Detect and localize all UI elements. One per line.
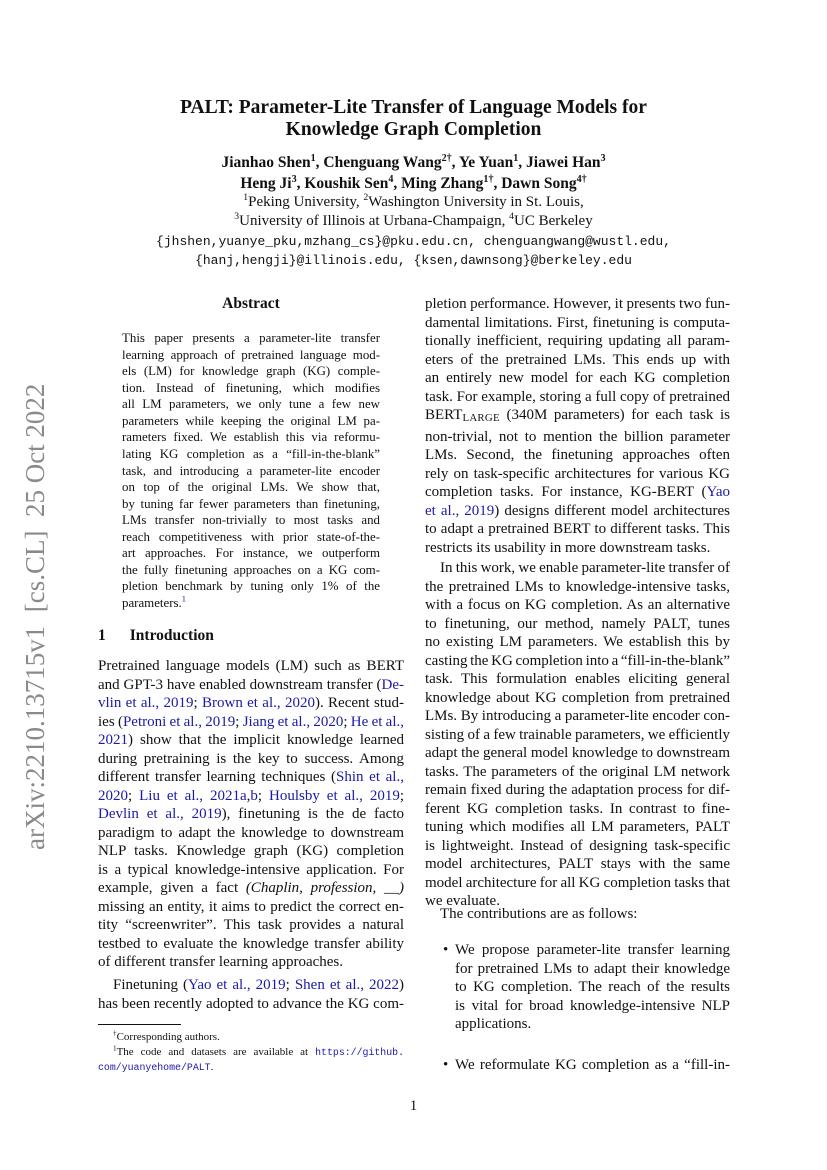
text-segment: Jianhao Shen — [221, 154, 311, 171]
page-number: 1 — [409, 1098, 418, 1114]
text-line — [98, 713, 404, 732]
text-line — [425, 406, 730, 428]
text-line: no existing LM parameters. We establish this by — [425, 634, 730, 650]
text-line: tuning which modifies all LM parameters, PALT — [425, 819, 730, 835]
text-segment: , Chenguang Wang — [315, 154, 442, 171]
text-line — [98, 1030, 404, 1044]
text-line — [425, 483, 730, 502]
text-line: tity “screenwriter”. This task provides a natural — [98, 917, 404, 933]
text-line: els (LM) for knowledge graph (KG) comple- — [122, 364, 380, 379]
footnote-corresponding — [98, 1030, 404, 1044]
text-segment: Peking University, — [248, 194, 364, 210]
text-segment: ; — [257, 787, 269, 804]
text-line: during pretraining is the key to success. Among — [98, 750, 404, 767]
citation-link[interactable]: et al., 2019 — [425, 502, 495, 519]
citation-link[interactable]: Devlin et al., 2019 — [98, 806, 222, 822]
section-heading-introduction — [98, 627, 214, 645]
text-line: LMs. Second, the finetuning approaches often — [425, 447, 730, 463]
text-segment: completion tasks. For instance, KG-BERT ( — [425, 484, 707, 500]
text-segment: , — [246, 787, 251, 804]
text-segment: ; — [193, 695, 202, 711]
text-line: to KG completion. The reach of the results — [455, 979, 730, 995]
text-line — [98, 787, 404, 806]
text-line: has been recently adopted to advance the KG com- — [98, 995, 404, 1012]
bullet-icon: • — [443, 1057, 449, 1073]
text-line — [98, 676, 404, 695]
text-line: of different transfer learning approaches. — [98, 954, 344, 970]
text-line: pletion benchmark by tuning only 1% of the — [122, 579, 380, 594]
superscript[interactable]: 1 — [181, 594, 186, 604]
email-line: {hanj,hengji}@illinois.edu, {ksen,dawnsong}@berkeley.edu — [195, 253, 632, 268]
text-line: lating KG completion as a “fill-in-the-blank” — [122, 446, 380, 461]
affiliation-line — [0, 193, 827, 212]
text-line: applications. — [455, 1016, 532, 1032]
text-line: pletion performance. However, it presents two fun- — [425, 296, 731, 312]
text-segment: Heng Ji — [240, 175, 292, 192]
text-line: We reformulate KG completion as a “fill-in- — [455, 1057, 730, 1073]
text-line: on top of the original LMs. We show that, — [122, 480, 380, 495]
text-line — [98, 976, 404, 995]
author-line — [0, 152, 827, 173]
text-segment: and GPT-3 have enabled downstream transfer ( — [98, 676, 382, 693]
text-line: to finetuning, our method, namely PALT, tunes — [425, 615, 730, 632]
section-title: Introduction — [129, 627, 214, 644]
citation-link[interactable]: Yao et al., 2019 — [188, 977, 286, 993]
text-line: by tuning far fewer parameters than finetuning, — [122, 496, 380, 511]
contribution-item — [455, 1056, 730, 1075]
superscript: 1† — [483, 173, 494, 185]
text-line: The contributions are as follows: — [440, 906, 638, 922]
text-line: casting the KG completion into a “fill-in-the-blank” — [425, 652, 730, 669]
text-line — [98, 768, 404, 787]
text-segment: ; — [399, 787, 405, 804]
text-line: ferent KG completion tasks. In contrast to fine- — [425, 800, 730, 817]
text-line: an entirely new model for each KG completion — [425, 370, 730, 386]
citation-link[interactable]: Shen et al., 2022 — [294, 977, 400, 993]
text-segment: , Koushik Sen — [296, 175, 389, 192]
citation-link[interactable]: Houlsby et al., 2019 — [269, 787, 400, 804]
text-segment: ; — [128, 787, 140, 804]
text-line: Pretrained language models (LM) such as BERT — [98, 658, 404, 674]
title-line: Knowledge Graph Completion — [285, 119, 542, 140]
arxiv-identifier: arXiv:2210.13715v1 [cs.CL] 25 Oct 2022 — [20, 383, 50, 850]
text-segment: ies ( — [98, 713, 123, 730]
superscript: 1 — [513, 152, 519, 164]
text-line — [122, 595, 380, 612]
email-line: {jhshen,yuanye_pku,mzhang_cs}@pku.edu.cn, chenguangwang@wustl.edu, — [156, 234, 671, 249]
text-line: damental limitations. First, finetuning is computa- — [425, 314, 730, 331]
author-emails — [0, 232, 827, 270]
citation-link[interactable]: Brown et al., 2020 — [201, 695, 315, 711]
text-line: tionally inefficient, requiring updating all param- — [425, 333, 730, 349]
url-link[interactable]: https://github. — [315, 1047, 404, 1058]
text-line: sisting of a few trainable parameters, we efficiently — [425, 726, 730, 743]
text-line: testbed to evaluate the knowledge transfer ability — [98, 935, 404, 952]
text-line: reach competitiveness with prior state-of-the- — [122, 529, 380, 544]
text-line: LMs. By introducing a parameter-lite encoder con- — [425, 708, 730, 724]
text-segment: Washington University in St. Louis, — [368, 194, 584, 210]
text-segment: . — [210, 1061, 214, 1073]
bullet-icon: • — [443, 942, 449, 958]
title-line: PALT: Parameter-Lite Transfer of Language Models for — [180, 97, 647, 118]
text-segment: , Ming Zhang — [393, 175, 484, 192]
text-line: for pretrained LMs to adapt their knowledge — [455, 960, 730, 977]
text-segment: ). Recent stud- — [314, 695, 404, 711]
paper-title — [0, 97, 827, 141]
text-line: tion. Instead of finetuning, which modifies — [122, 380, 380, 395]
text-line: learning approach of pretrained language mod- — [122, 347, 380, 362]
text-line: is vital for broad knowledge-intensive NLP — [455, 997, 730, 1014]
contribution-item — [455, 941, 730, 1034]
text-segment: ; — [285, 977, 295, 993]
text-line: This paper presents a parameter-lite transfer — [122, 331, 380, 345]
citation-link[interactable]: He et al., — [350, 713, 404, 730]
text-line: knowledge about KG completion from pretrained — [425, 689, 730, 706]
text-segment: , Ye Yuan — [451, 154, 514, 171]
text-line: LMs transfer non-trivially to most tasks and — [122, 513, 380, 528]
footnote-rule — [98, 1024, 181, 1025]
text-segment: The code and datasets are available at — [116, 1046, 316, 1058]
citation-link[interactable]: vlin et al., 2019 — [98, 695, 194, 711]
text-line: rely on task-specific architectures for various KG — [425, 465, 730, 482]
superscript: 3 — [234, 211, 240, 222]
text-line: the pretrained LMs to knowledge-intensive tasks, — [425, 578, 730, 595]
citation-link[interactable]: Yao — [706, 484, 730, 500]
text-line: non-trivial, not to mention the billion parameter — [425, 428, 730, 445]
text-segment: example, given a fact — [98, 880, 246, 896]
text-line: NLP tasks. Knowledge graph (KG) completion — [98, 843, 404, 859]
superscript: 3 — [291, 173, 297, 185]
text-line: eters of the pretrained LMs. This ends up with — [425, 351, 730, 368]
superscript: 4† — [576, 173, 587, 185]
text-line: In this work, we enable parameter-lite transfer of — [440, 560, 730, 576]
text-segment: BERT — [425, 407, 463, 423]
text-line: is lightweight. Instead of designing task-specific — [425, 837, 730, 854]
intro-paragraph — [98, 657, 404, 972]
text-line — [98, 731, 404, 750]
text-line: is a typical knowledge-intensive application. For — [98, 861, 404, 878]
right-paragraph — [425, 905, 730, 924]
intro-paragraph — [98, 976, 404, 1013]
text-line: task. This formulation enables eliciting general — [425, 671, 730, 687]
text-line: restricts its usability in more downstream tasks. — [425, 539, 711, 556]
text-segment: Finetuning ( — [113, 977, 189, 993]
text-line: model architectures, PALT stays with the same — [425, 856, 730, 872]
text-segment: ) — [399, 977, 405, 993]
text-line: all LM parameters, we only tune a few new — [122, 397, 380, 412]
superscript: 2† — [441, 152, 452, 164]
superscript: 4 — [509, 211, 514, 222]
text-line: we evaluate. — [425, 893, 500, 909]
text-line — [425, 502, 730, 521]
text-segment: parameters. — [122, 596, 182, 610]
text-segment: LARGE — [462, 412, 500, 424]
text-line: adapt the general model knowledge to downstream — [425, 745, 730, 761]
superscript: 1 — [310, 152, 316, 164]
text-line: parameters while keeping the original LM pa- — [122, 413, 380, 428]
superscript: 3 — [600, 152, 606, 164]
affiliation-line — [0, 212, 827, 231]
superscript: 1 — [113, 1044, 117, 1053]
text-line: art approaches. For instance, we outperform — [122, 546, 380, 561]
text-line — [98, 805, 404, 824]
text-segment: ; — [235, 713, 243, 730]
text-line: tasks. The parameters of the original LM network — [425, 763, 730, 780]
text-segment: ) show that the implicit knowledge learned — [128, 732, 404, 748]
text-segment: ) designs different model architectures — [494, 502, 730, 519]
text-segment: Corresponding authors. — [116, 1031, 220, 1043]
text-line: rameters fixed. We establish this via reformu- — [122, 430, 380, 445]
text-segment: , Jiawei Han — [518, 154, 601, 171]
superscript: 4 — [388, 173, 394, 185]
text-line: paradigm to adapt the knowledge to downstream — [98, 824, 404, 841]
citation-link[interactable]: Petroni et al., 2019 — [122, 713, 236, 730]
citation-link[interactable]: Shin et al., — [336, 769, 404, 785]
text-line — [98, 879, 404, 898]
text-line: task, and introducing a parameter-lite encoder — [122, 463, 380, 478]
affiliations — [0, 193, 827, 231]
text-segment: (340M parameters) for each task is — [499, 407, 730, 423]
superscript: † — [113, 1029, 117, 1038]
text-segment: different transfer learning techniques ( — [98, 769, 337, 785]
author-list — [0, 152, 827, 194]
author-line — [0, 173, 827, 194]
citation-link[interactable]: b — [250, 787, 258, 804]
right-paragraph — [425, 295, 730, 557]
citation-link[interactable]: 2020 — [98, 787, 128, 804]
citation-link[interactable]: Jiang et al., 2020 — [242, 713, 344, 730]
text-line: to adapt a pretrained BERT to different tasks. This — [425, 521, 730, 537]
text-segment: UC Berkeley — [513, 213, 593, 229]
text-line: with a focus on KG completion. As an alternative — [425, 597, 730, 613]
url-link[interactable]: com/yuanyehome/PALT — [98, 1062, 211, 1073]
text-line: the fully finetuning approaches on a KG com- — [122, 562, 380, 577]
text-line: task. For example, storing a full copy of pretrained — [425, 388, 730, 405]
abstract-text — [122, 330, 380, 612]
text-segment: , Dawn Song — [493, 175, 577, 192]
abstract-heading: Abstract — [222, 295, 280, 312]
text-line: model architecture for all KG completion tasks that — [425, 874, 730, 891]
text-line — [98, 1045, 404, 1060]
citation-link[interactable]: Liu et al., 2021a — [139, 787, 247, 804]
right-paragraph — [425, 559, 730, 911]
text-line — [98, 1060, 404, 1075]
text-line — [98, 694, 404, 713]
text-line: remain fixed during the adaptation process for dif- — [425, 782, 730, 798]
text-segment: ; — [343, 713, 351, 730]
text-segment: (Chaplin, profession, __) — [245, 880, 404, 896]
footnote-code — [98, 1045, 404, 1075]
text-line: missing an entity, it aims to predict the correct en- — [98, 898, 404, 915]
citation-link[interactable]: De- — [381, 676, 404, 693]
text-segment: University of Illinois at Urbana-Champaign, — [239, 213, 510, 229]
superscript: 1 — [243, 192, 249, 203]
superscript: 2 — [363, 192, 369, 203]
section-number: 1 — [98, 627, 106, 644]
citation-link[interactable]: 2021 — [98, 732, 128, 748]
text-segment: ), finetuning is the de facto — [221, 806, 404, 822]
text-line: We propose parameter-lite transfer learning — [455, 942, 730, 958]
